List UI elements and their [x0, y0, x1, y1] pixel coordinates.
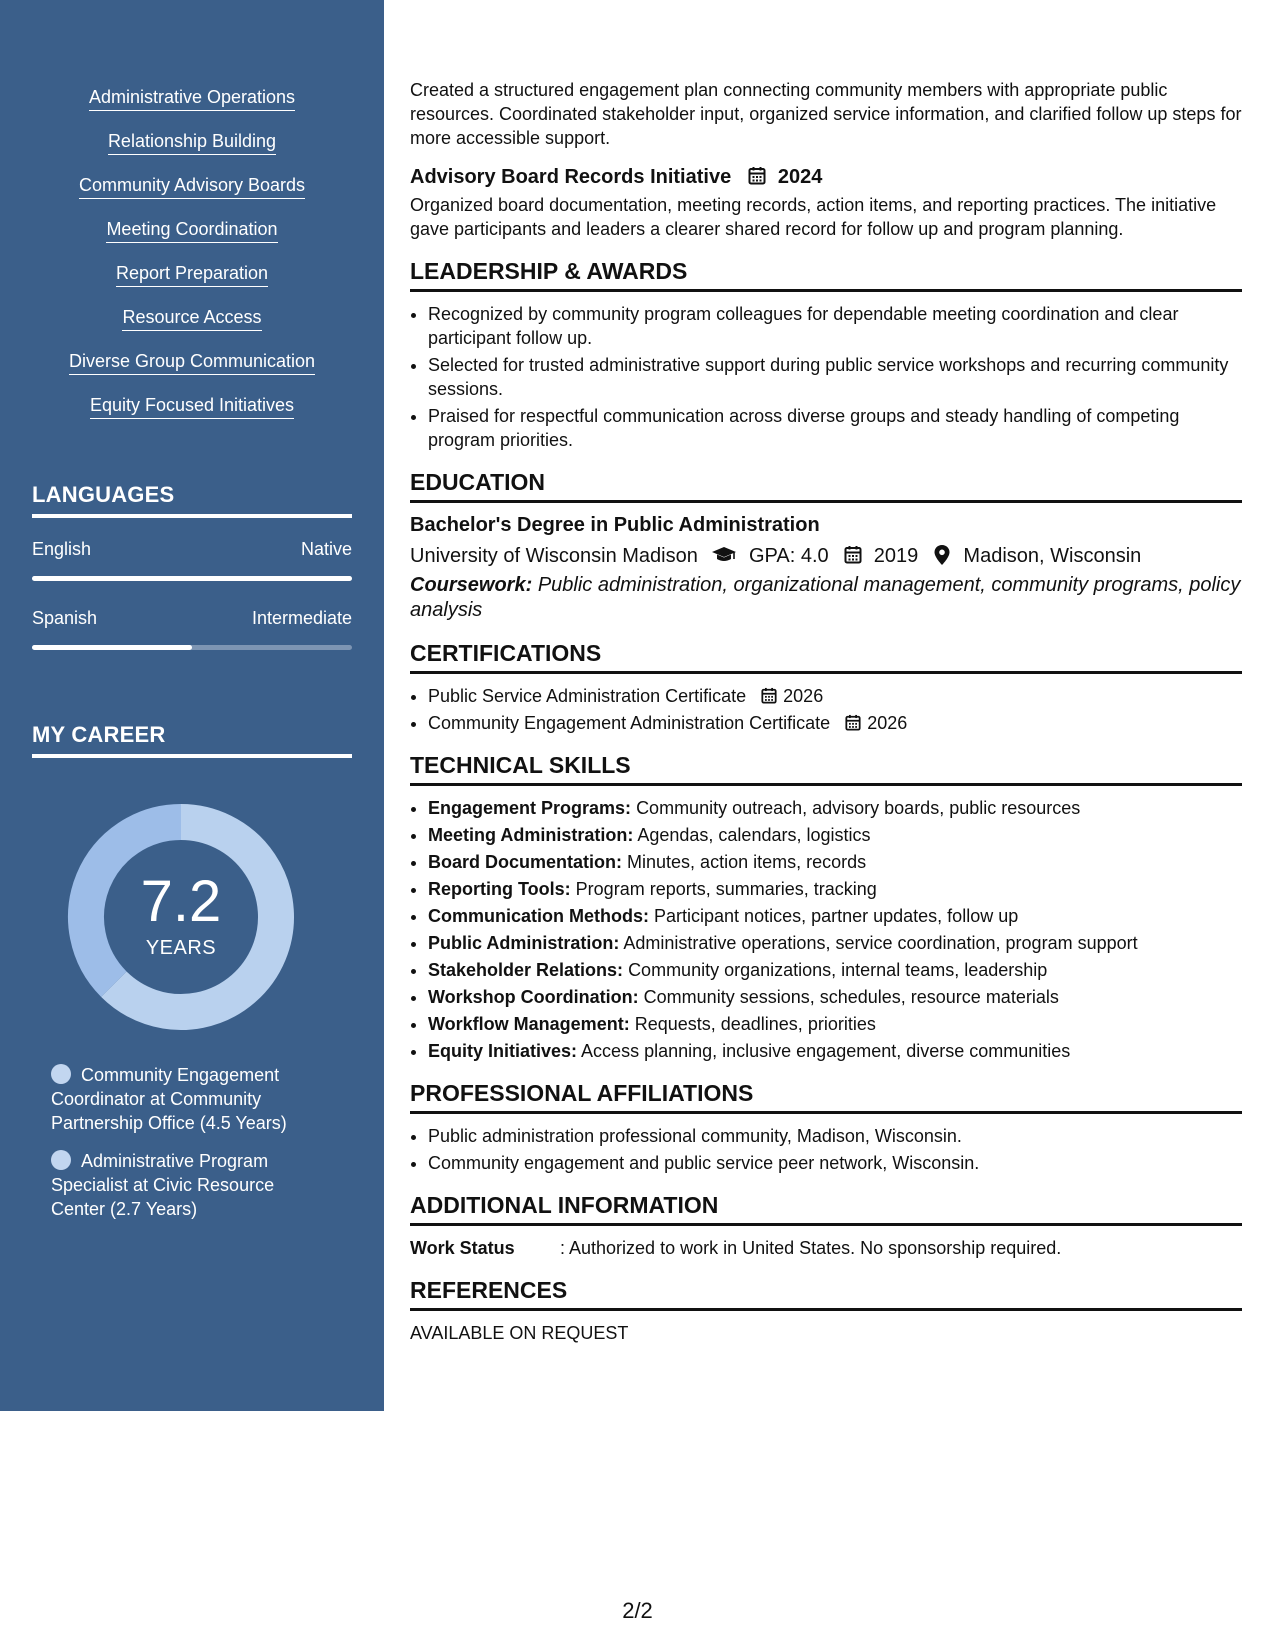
graduation-year: 2019 — [873, 545, 919, 567]
coursework-text: Public administration, organizational management, community programs, policy analysis — [410, 574, 1241, 621]
career-total-unit: YEARS — [145, 937, 217, 959]
project-title — [410, 164, 1242, 189]
gpa: GPA: 4.0 — [749, 545, 829, 567]
skill-label: Reporting Tools: — [428, 879, 571, 899]
project-title-text: Advisory Board Records Initiative — [410, 166, 732, 188]
language-bar-fill — [32, 576, 352, 581]
degree-title: Bachelor's Degree in Public Administration — [410, 514, 820, 536]
work-status-row — [410, 1236, 1242, 1260]
career-item — [51, 1149, 311, 1221]
education-details — [410, 543, 1242, 569]
skill-text: Access planning, inclusive engagement, diverse communities — [581, 1041, 1071, 1061]
skill-text: Community outreach, advisory boards, public resources — [636, 798, 1081, 818]
calendar-icon — [844, 545, 862, 564]
skill-text: Community sessions, schedules, resource materials — [643, 987, 1059, 1007]
skill-text: Community organizations, internal teams, leadership — [628, 960, 1048, 980]
leadership-heading: LEADERSHIP & AWARDS — [410, 259, 1242, 292]
calendar-icon — [761, 687, 777, 704]
language-level: Intermediate — [251, 608, 352, 628]
education-heading: EDUCATION — [410, 470, 1242, 503]
technical-skill-item — [428, 1039, 1242, 1063]
career-total-value: 7.2 — [140, 869, 222, 934]
education-location: Madison, Wisconsin — [963, 545, 1142, 567]
references-heading: REFERENCES — [410, 1278, 1242, 1311]
technical-skill-item — [428, 985, 1242, 1009]
leadership-list — [410, 302, 1242, 452]
references-text: AVAILABLE ON REQUEST — [410, 1323, 629, 1343]
calendar-icon — [845, 714, 861, 731]
skill-text: Participant notices, partner updates, follow up — [654, 906, 1019, 926]
technical-skill-item — [428, 1012, 1242, 1036]
work-status-label: Work Status — [410, 1238, 515, 1258]
skill-label: Stakeholder Relations: — [428, 960, 624, 980]
skill-text: Minutes, action items, records — [627, 852, 867, 872]
page-number: 2/2 — [622, 1598, 653, 1623]
list-item: • Selected for trusted administrative support during public service workshops and recurring community sessions. — [428, 353, 1242, 401]
language-name: English — [32, 539, 92, 559]
skill-label: Meeting Administration: — [428, 825, 634, 845]
additional-info-heading: ADDITIONAL INFORMATION — [410, 1193, 1242, 1226]
technical-skills-heading: TECHNICAL SKILLS — [410, 753, 1242, 786]
skill-item: Report Preparation — [116, 262, 268, 287]
skill-label: Engagement Programs: — [428, 798, 632, 818]
skill-label: Public Administration: — [428, 933, 620, 953]
skills-list — [0, 86, 384, 438]
certification-year: 2026 — [783, 686, 824, 706]
skill-label: Equity Initiatives: — [428, 1041, 578, 1061]
skill-item: Equity Focused Initiatives — [90, 394, 294, 419]
affiliations-list — [410, 1124, 1242, 1175]
language-bar — [32, 645, 352, 650]
skill-label: Communication Methods: — [428, 906, 649, 926]
language-level: Native — [300, 539, 352, 559]
calendar-icon — [748, 166, 766, 185]
technical-skill-item — [428, 931, 1242, 955]
technical-skill-item — [428, 877, 1242, 901]
location-pin-icon — [934, 545, 950, 565]
sidebar — [0, 0, 384, 1411]
work-status-value: : Authorized to work in United States. No sponsorship required. — [560, 1238, 1062, 1258]
skill-item: Resource Access — [122, 306, 261, 331]
skill-item: Community Advisory Boards — [79, 174, 305, 199]
certification-name: Community Engagement Administration Certificate — [428, 713, 831, 733]
skill-item: Relationship Building — [108, 130, 276, 155]
coursework — [410, 573, 1242, 623]
technical-skill-item — [428, 823, 1242, 847]
career-item — [51, 1063, 311, 1135]
technical-skill-item — [428, 796, 1242, 820]
skill-label: Workshop Coordination: — [428, 987, 639, 1007]
career-item-text: Administrative Program Specialist at Civic Resource Center (2.7 Years) — [51, 1151, 275, 1219]
project-year: 2024 — [777, 166, 823, 188]
technical-skill-item — [428, 904, 1242, 928]
affiliations-heading: PROFESSIONAL AFFILIATIONS — [410, 1081, 1242, 1114]
certification-item — [428, 711, 1242, 735]
career-item-text: Community Engagement Coordinator at Community Partnership Office (4.5 Years) — [51, 1065, 287, 1133]
career-dot-icon — [51, 1150, 71, 1170]
list-item: • Community engagement and public service peer network, Wisconsin. — [428, 1151, 1242, 1175]
skill-text: Agendas, calendars, logistics — [637, 825, 871, 845]
career-heading: MY CAREER — [32, 722, 352, 758]
languages-heading: LANGUAGES — [32, 482, 352, 518]
career-dot-icon — [51, 1064, 71, 1084]
skill-item: Meeting Coordination — [106, 218, 277, 243]
certification-name: Public Service Administration Certificate — [428, 686, 747, 706]
language-bar — [32, 576, 352, 581]
project-description: Organized board documentation, meeting records, action items, and reporting practices. The initiative gave participants and leaders a clearer shared record for follow up and program planning. — [410, 195, 1217, 239]
skill-item: Diverse Group Communication — [69, 350, 315, 375]
technical-skill-item — [428, 958, 1242, 982]
coursework-label: Coursework: — [410, 574, 533, 596]
skill-label: Workflow Management: — [428, 1014, 630, 1034]
language-name: Spanish — [32, 608, 98, 628]
list-item: • Praised for respectful communication across diverse groups and steady handling of competing program priorities. — [428, 404, 1242, 452]
school-name: University of Wisconsin Madison — [410, 545, 698, 567]
technical-skills-list — [410, 796, 1242, 1063]
career-total — [66, 869, 296, 960]
certifications-list — [410, 684, 1242, 735]
main-content — [410, 78, 1242, 1345]
list-item: • Public administration professional community, Madison, Wisconsin. — [428, 1124, 1242, 1148]
language-bar-fill — [32, 645, 192, 650]
list-item: • Recognized by community program colleagues for dependable meeting coordination and clear participant follow up. — [428, 302, 1242, 350]
technical-skill-item — [428, 850, 1242, 874]
graduation-cap-icon — [711, 546, 737, 564]
certifications-heading: CERTIFICATIONS — [410, 641, 1242, 674]
skill-text: Requests, deadlines, priorities — [634, 1014, 876, 1034]
certification-item — [428, 684, 1242, 708]
skill-label: Board Documentation: — [428, 852, 623, 872]
skill-text: Administrative operations, service coordination, program support — [623, 933, 1138, 953]
skill-item: Administrative Operations — [89, 86, 295, 111]
certification-year: 2026 — [867, 713, 908, 733]
project-description: Created a structured engagement plan connecting community members with appropriate public resources. Coordinated stakeholder input, organized service information, and clarified follow up steps for more accessible support. — [410, 80, 1242, 148]
skill-text: Program reports, summaries, tracking — [575, 879, 877, 899]
